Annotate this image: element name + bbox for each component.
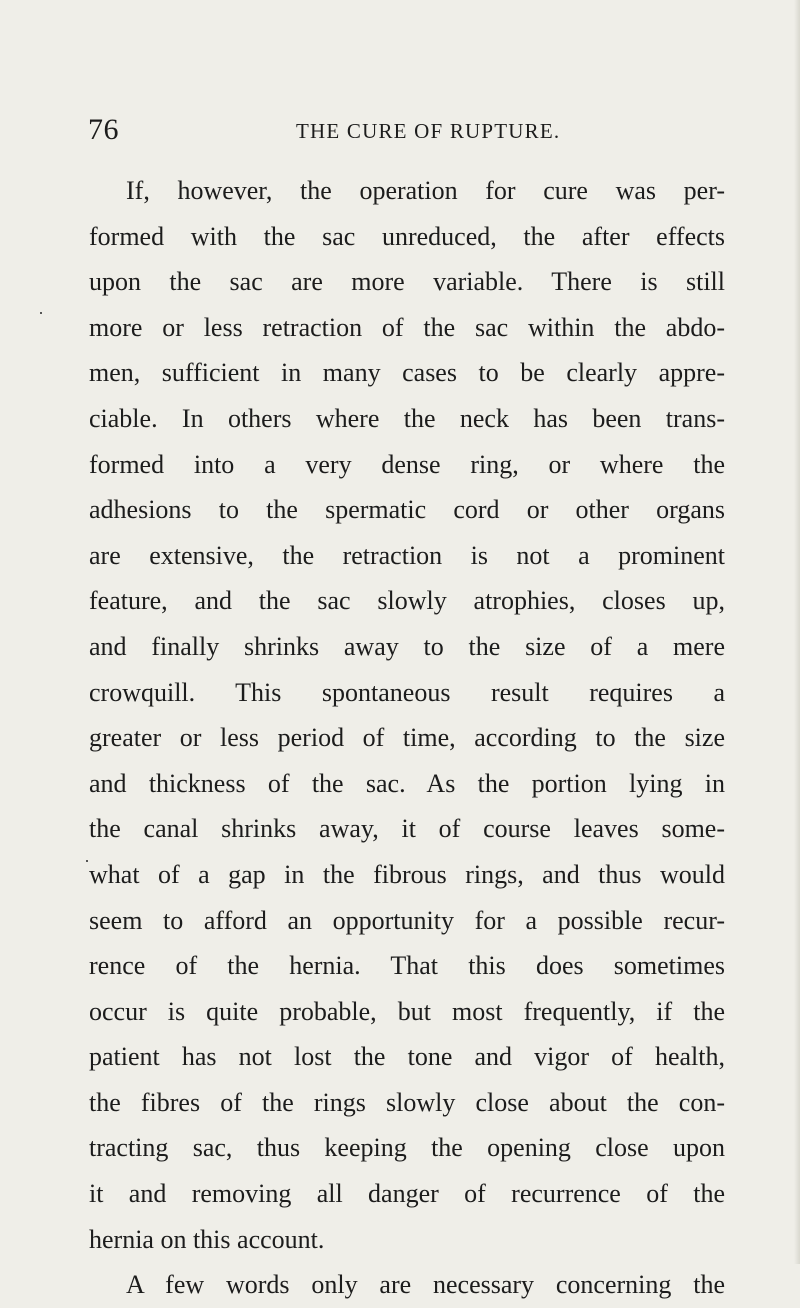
- text-line: men, sufficient in many cases to be clearly appre-: [89, 358, 725, 388]
- text-line: and finally shrinks away to the size of a mere: [89, 631, 725, 661]
- paper-speck: [40, 312, 42, 314]
- text-line: the fibres of the rings slowly close about the con-: [89, 1087, 725, 1117]
- text-line: tracting sac, thus keeping the opening close upon: [89, 1133, 725, 1163]
- text-line: seem to afford an opportunity for a possible recur-: [89, 905, 725, 935]
- text-line: it and removing all danger of recurrence of the: [89, 1179, 725, 1209]
- text-line: more or less retraction of the sac within the abdo-: [89, 312, 725, 342]
- text-line: feature, and the sac slowly atrophies, closes up,: [89, 586, 725, 616]
- running-head: THE CURE OF RUPTURE.: [296, 119, 561, 143]
- paper-speck: [86, 860, 88, 862]
- text-line: ciable. In others where the neck has been trans-: [89, 403, 725, 433]
- text-line: are extensive, the retraction is not a prominent: [89, 540, 725, 570]
- text-line: greater or less period of time, according to the size: [89, 723, 725, 753]
- text-line: patient has not lost the tone and vigor of health,: [89, 1042, 725, 1072]
- page-number: 76: [88, 113, 119, 146]
- text-line: and thickness of the sac. As the portion lying in: [89, 768, 725, 798]
- text-line: crowquill. This spontaneous result requires a: [89, 677, 725, 707]
- text-line: hernia on this account.: [89, 1224, 325, 1254]
- text-line: occur is quite probable, but most frequently, if the: [89, 996, 725, 1026]
- text-line: rence of the hernia. That this does sometimes: [89, 951, 725, 981]
- text-line: A few words only are necessary concerning the: [126, 1270, 725, 1300]
- text-line: what of a gap in the fibrous rings, and thus would: [89, 859, 725, 889]
- text-line: adhesions to the spermatic cord or other organs: [89, 495, 725, 525]
- text-line: the canal shrinks away, it of course leaves some-: [89, 814, 725, 844]
- page-edge-shadow: [794, 0, 800, 1264]
- text-line: If, however, the operation for cure was per-: [126, 176, 725, 205]
- text-line: formed into a very dense ring, or where the: [89, 449, 725, 479]
- text-line: upon the sac are more variable. There is still: [89, 267, 725, 297]
- text-line: formed with the sac unreduced, the after effects: [89, 221, 725, 251]
- page-header: [88, 112, 688, 148]
- body-text: [89, 168, 725, 1308]
